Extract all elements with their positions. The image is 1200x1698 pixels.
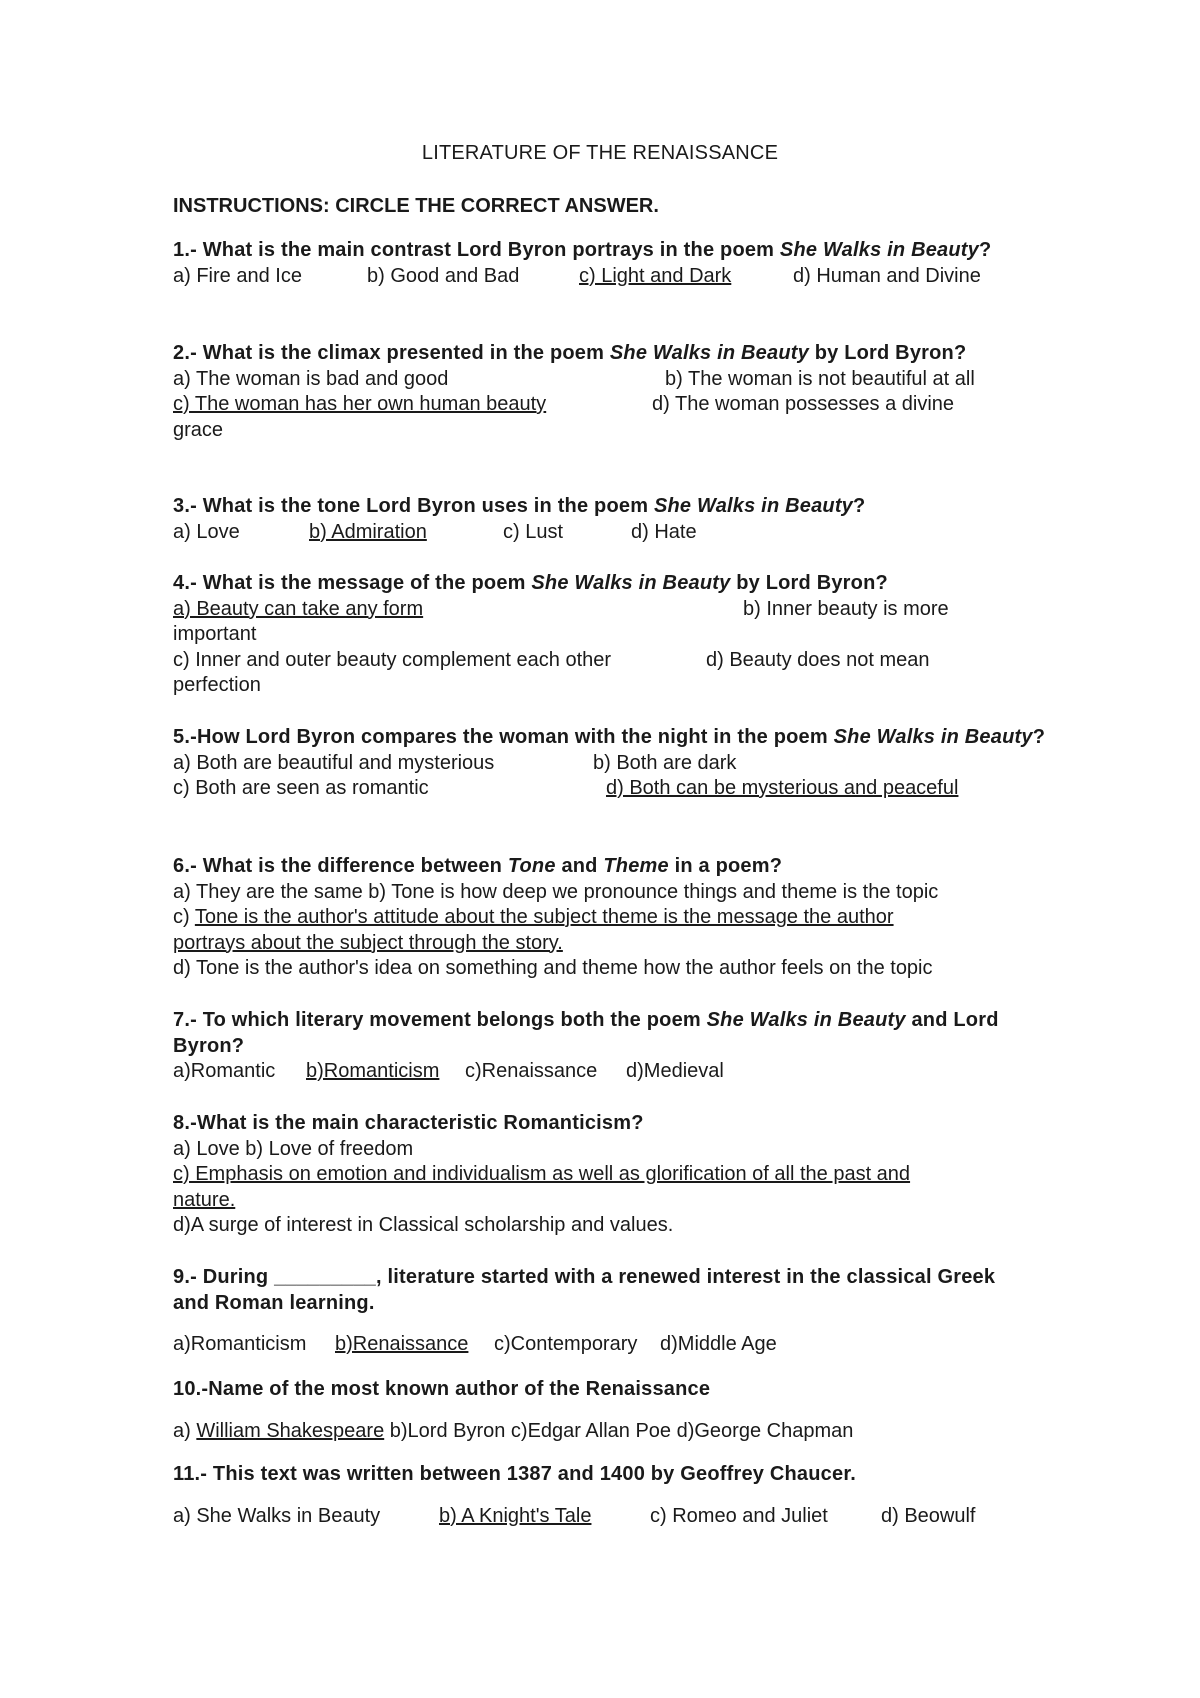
option-b[interactable]: b) Good and Bad xyxy=(367,264,520,287)
question-8-options-ab[interactable]: a) Love b) Love of freedom xyxy=(173,1137,414,1160)
question-4-option-d-cont: perfection xyxy=(173,674,261,696)
option-a[interactable]: a) Fire and Ice xyxy=(173,264,302,287)
question-7 xyxy=(173,1008,1053,1085)
option-c[interactable]: c) Lust xyxy=(503,520,564,543)
question-6-option-c-cont: portrays about the subject through the story. xyxy=(173,931,563,954)
option-d[interactable]: d) Hate xyxy=(631,520,697,543)
question-3 xyxy=(173,494,1053,545)
question-1-options xyxy=(173,264,1053,290)
option-d[interactable]: d) Human and Divine xyxy=(793,264,981,287)
option-d[interactable]: d)Medieval xyxy=(626,1060,724,1082)
option-a-correct[interactable]: a) Beauty can take any form xyxy=(173,597,424,620)
question-8-text: 8.-What is the main characteristic Romanticism? xyxy=(173,1112,644,1134)
option-c-correct[interactable]: c) Light and Dark xyxy=(579,264,732,287)
question-10-text: 10.-Name of the most known author of the Renaissance xyxy=(173,1378,711,1400)
option-b[interactable]: b) Inner beauty is more xyxy=(743,597,949,620)
question-1 xyxy=(173,238,1053,289)
question-6-text: 6.- What is the difference between Tone and Theme in a poem? xyxy=(173,855,783,877)
question-7-text: 7.- To which literary movement belongs both the poem She Walks in Beauty and Lord Byron? xyxy=(173,1009,999,1057)
question-11-text: 11.- This text was written between 1387 and 1400 by Geoffrey Chaucer. xyxy=(173,1463,856,1485)
option-a-correct[interactable]: William Shakespeare xyxy=(196,1419,385,1442)
question-4-options-cd xyxy=(173,648,1053,674)
question-8-option-d[interactable]: d)A surge of interest in Classical scholarship and values. xyxy=(173,1214,674,1236)
question-2 xyxy=(173,341,1053,443)
question-11 xyxy=(173,1462,1053,1529)
question-8 xyxy=(173,1111,1053,1239)
question-8-option-c-cont: nature. xyxy=(173,1188,236,1211)
option-d[interactable]: d) The woman possesses a divine xyxy=(652,393,955,415)
question-9-options xyxy=(173,1332,1053,1358)
options-b-c-d[interactable]: b)Lord Byron c)Edgar Allan Poe d)George Chapman xyxy=(384,1419,854,1442)
question-11-options xyxy=(173,1504,1053,1530)
question-5-text: 5.-How Lord Byron compares the woman with the night in the poem She Walks in Beauty? xyxy=(173,726,1046,748)
question-6-options-ab[interactable]: a) They are the same b) Tone is how deep we pronounce things and theme is the topic xyxy=(173,880,939,903)
option-c[interactable]: c)Contemporary xyxy=(494,1333,638,1355)
option-c-correct[interactable]: c) The woman has her own human beauty xyxy=(173,393,547,415)
option-b[interactable]: b) Both are dark xyxy=(593,751,737,774)
option-b-correct[interactable]: b) A Knight's Tale xyxy=(439,1504,592,1527)
question-6-option-c[interactable]: c) Tone is the author's attitude about the subject theme is the message the author xyxy=(173,906,894,928)
question-6-option-d[interactable]: d) Tone is the author's idea on something and theme how the author feels on the topic xyxy=(173,957,933,979)
question-4-option-b-cont: important xyxy=(173,623,257,645)
question-2-text: 2.- What is the climax presented in the poem She Walks in Beauty by Lord Byron? xyxy=(173,342,967,364)
question-5 xyxy=(173,725,1053,802)
question-4 xyxy=(173,571,1053,699)
option-d[interactable]: d) Beowulf xyxy=(881,1504,976,1527)
question-2-options-ab xyxy=(173,367,1053,393)
option-b-correct[interactable]: b)Renaissance xyxy=(335,1333,469,1355)
question-1-text: 1.- What is the main contrast Lord Byron portrays in the poem She Walks in Beauty? xyxy=(173,239,992,261)
option-a[interactable]: a) The woman is bad and good xyxy=(173,367,449,390)
question-4-text: 4.- What is the message of the poem She Walks in Beauty by Lord Byron? xyxy=(173,572,888,594)
question-5-options-ab xyxy=(173,751,1053,777)
option-a[interactable]: a) Both are beautiful and mysterious xyxy=(173,751,495,774)
option-a[interactable]: a)Romanticism xyxy=(173,1333,307,1355)
option-c[interactable]: c) Inner and outer beauty complement each other xyxy=(173,648,612,671)
question-3-text: 3.- What is the tone Lord Byron uses in the poem She Walks in Beauty? xyxy=(173,495,866,517)
instructions: INSTRUCTIONS: CIRCLE THE CORRECT ANSWER. xyxy=(173,195,659,217)
question-2-option-d-cont: grace xyxy=(173,418,224,441)
option-b[interactable]: b) The woman is not beautiful at all xyxy=(665,367,975,390)
option-d[interactable]: d) Beauty does not mean xyxy=(706,648,930,671)
question-9 xyxy=(173,1265,1053,1358)
option-c[interactable]: c) Romeo and Juliet xyxy=(650,1504,828,1527)
question-8-option-c-correct[interactable]: c) Emphasis on emotion and individualism as well as glorification of all the past and xyxy=(173,1163,911,1185)
option-a[interactable]: a) She Walks in Beauty xyxy=(173,1504,381,1527)
question-9-text: 9.- During _________, literature started with a renewed interest in the classical Greek and Roman learning. xyxy=(173,1266,996,1314)
question-10-options: a) William Shakespeare b)Lord Byron c)Edgar Allan Poe d)George Chapman xyxy=(173,1419,854,1442)
option-c[interactable]: c) Both are seen as romantic xyxy=(173,777,429,799)
question-7-options xyxy=(173,1059,1053,1085)
option-b-correct[interactable]: b) Admiration xyxy=(309,520,427,543)
question-4-options-ab xyxy=(173,597,1053,623)
option-a[interactable]: a)Romantic xyxy=(173,1060,276,1082)
option-d-correct[interactable]: d) Both can be mysterious and peaceful xyxy=(606,777,959,799)
question-5-options-cd xyxy=(173,776,1053,802)
question-3-options xyxy=(173,520,1053,546)
question-6 xyxy=(173,854,1053,982)
option-c-correct[interactable]: Tone is the author's attitude about the subject theme is the message the author xyxy=(194,906,894,928)
option-d[interactable]: d)Middle Age xyxy=(660,1333,777,1355)
option-b-correct[interactable]: b)Romanticism xyxy=(306,1060,440,1082)
option-c[interactable]: c)Renaissance xyxy=(465,1060,598,1082)
option-a[interactable]: a) Love xyxy=(173,520,240,543)
question-2-options-cd xyxy=(173,392,1053,418)
question-10 xyxy=(173,1377,1053,1444)
page-title: LITERATURE OF THE RENAISSANCE xyxy=(421,142,779,164)
